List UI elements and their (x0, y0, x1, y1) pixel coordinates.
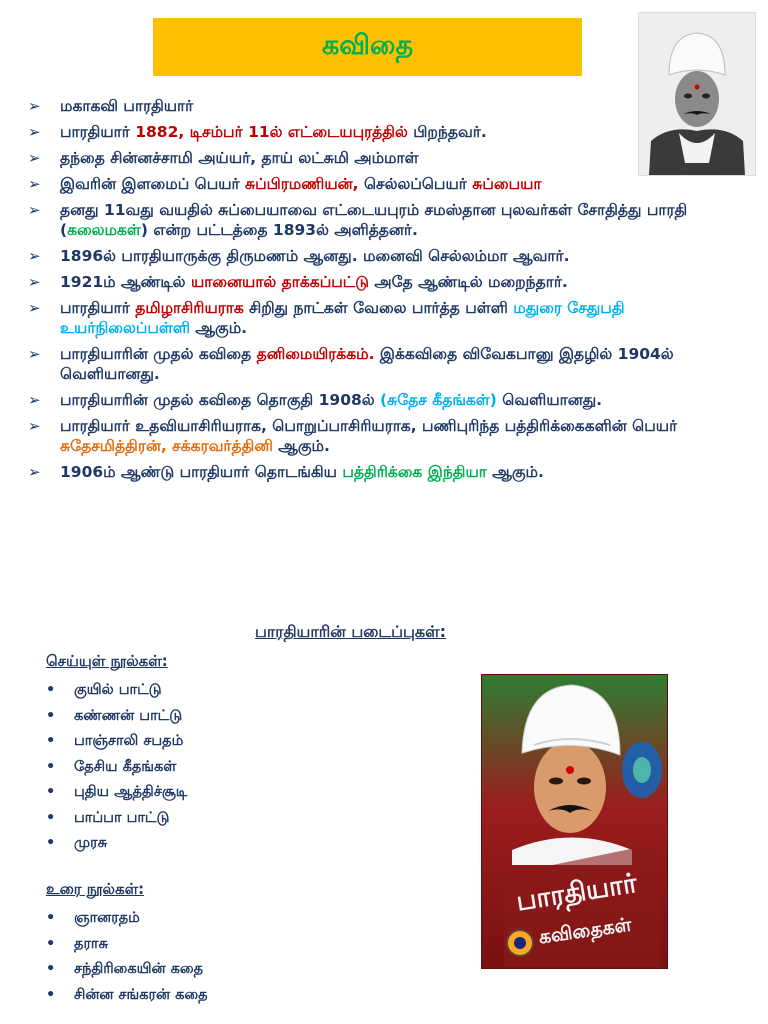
fact-text: ) என்ற பட்டத்தை 1893ல் அளித்தனர். (140, 221, 418, 239)
bullet-icon: • (46, 961, 56, 977)
fact-item (28, 200, 743, 240)
fact-item (28, 344, 743, 384)
fact-text: 1921ம் ஆண்டில் (60, 273, 191, 291)
fact-text: அதே ஆண்டில் மறைந்தார். (368, 273, 568, 291)
arrowhead-icon: ➢ (28, 417, 41, 435)
book-title: பாரதியார் (514, 867, 640, 918)
book-subtitle: கவிதைகள் (537, 913, 633, 949)
fact-text: தனது 11வது வயதில் சுப்பையாவை எட்டையபுரம் சமஸ்தான புலவர்கள் சோதித்து பாரதி ( (60, 201, 688, 239)
list-item-label: தேசிய கீதங்கள் (74, 758, 177, 775)
arrowhead-icon: ➢ (28, 299, 41, 317)
fact-text: (சுதேச கீதங்கள்) (380, 391, 497, 409)
bullet-icon: • (46, 682, 56, 698)
fact-text: கலைமகள் (67, 221, 141, 239)
fact-item (28, 272, 743, 292)
list-item-label: ஞானரதம் (74, 910, 140, 926)
prose-heading: உரை நூல்கள்: (46, 880, 145, 898)
bullet-icon: • (46, 835, 56, 851)
bullet-icon: • (46, 784, 56, 800)
list-item (46, 832, 187, 858)
list-item (46, 781, 187, 807)
list-item (46, 679, 187, 705)
arrowhead-icon: ➢ (28, 247, 41, 265)
list-item-label: குயில் பாட்டு (74, 682, 162, 698)
fact-text: சுப்பிரமணியன், (245, 175, 359, 193)
fact-item (28, 122, 743, 142)
fact-text: ஆகும். (190, 319, 248, 337)
fact-text: 1882, டிசம்பர் 11ல் எட்டையபுரத்தில் (135, 123, 408, 141)
fact-item (28, 298, 743, 338)
fact-text: செல்லப்பெயர் (358, 175, 473, 193)
fact-text: யானையால் தாக்கப்பட்டு (190, 273, 369, 291)
arrowhead-icon: ➢ (28, 201, 41, 219)
bullet-icon: • (46, 809, 56, 826)
arrowhead-icon: ➢ (28, 97, 41, 115)
fact-text: மதுரை சேதுபதி உயர்நிலைப்பள்ளி (60, 299, 625, 337)
fact-item (28, 96, 743, 116)
list-item-label: பாஞ்சாலி சபதம் (74, 733, 184, 749)
poetry-heading: செய்யுள் நூல்கள்: (46, 652, 168, 670)
list-item (46, 907, 208, 933)
arrowhead-icon: ➢ (28, 345, 41, 363)
list-item-label: கண்ணன் பாட்டு (74, 707, 183, 724)
bullet-icon: • (46, 707, 56, 724)
fact-item (28, 462, 743, 482)
fact-text: வெளியானது. (496, 391, 603, 409)
fact-text: இவரின் இளமைப் பெயர் (60, 175, 246, 193)
list-item-label: பாப்பா பாட்டு (74, 809, 170, 826)
arrowhead-icon: ➢ (28, 391, 41, 409)
arrowhead-icon: ➢ (28, 149, 41, 167)
fact-text: மகாகவி பாரதியார் (60, 97, 194, 115)
title-banner (153, 18, 582, 76)
fact-text: தனிமையிரக்கம். (256, 345, 375, 363)
list-item-label: சின்ன சங்கரன் கதை (74, 986, 208, 1003)
fact-text: பாரதியார் (60, 123, 136, 141)
fact-item (28, 246, 743, 266)
fact-text: 1896ல் பாரதியாருக்கு திருமணம் ஆனது. மனைவி செல்லம்மா ஆவார். (60, 247, 570, 265)
fact-text: சுதேசமித்திரன், சக்கரவர்த்தினி (60, 437, 273, 455)
arrowhead-icon: ➢ (28, 123, 41, 141)
fact-text: பாரதியார் உதவியாசிரியராக, பொறுப்பாசிரியராக, பணிபுரிந்த பத்திரிக்கைகளின் பெயர் (60, 417, 678, 435)
list-item (46, 730, 187, 756)
poetry-list (46, 679, 187, 858)
bullet-icon: • (46, 758, 56, 775)
bullet-icon: • (46, 935, 56, 952)
book-cover (481, 674, 668, 969)
fact-text: தந்தை சின்னச்சாமி அய்யர், தாய் லட்சுமி அம்மாள் (60, 149, 419, 167)
list-item (46, 933, 208, 959)
list-item-label: தராசு (74, 935, 108, 952)
list-item (46, 705, 187, 731)
fact-text: சிறிது நாட்கள் வேலை பார்த்த பள்ளி (243, 299, 514, 317)
list-item (46, 807, 187, 833)
list-item-label: முரசு (74, 835, 108, 851)
list-item-label: புதிய ஆத்திச்சூடி (74, 784, 188, 800)
fact-item (28, 390, 743, 410)
works-heading: பாரதியாரின் படைப்புகள்: (255, 622, 446, 641)
bullet-icon: • (46, 986, 56, 1003)
fact-item (28, 148, 743, 168)
page-title: கவிதை (321, 29, 414, 61)
fact-text: சுப்பையா (472, 175, 542, 193)
fact-text: ஆகும். (272, 437, 330, 455)
prose-list (46, 907, 208, 1009)
fact-text: பாரதியாரின் முதல் கவிதை (60, 345, 257, 363)
list-item (46, 984, 208, 1010)
list-item-label: சந்திரிகையின் கதை (74, 961, 204, 977)
bullet-icon: • (46, 733, 56, 749)
book-cover-image (482, 675, 667, 968)
fact-text: பிறந்தவர். (407, 123, 487, 141)
fact-text: ஆகும். (486, 463, 544, 481)
photo-caption: மகாகவி பாரதியார் (675, 166, 719, 172)
list-item (46, 756, 187, 782)
fact-text: பத்திரிக்கை இந்தியா (342, 463, 487, 481)
arrowhead-icon: ➢ (28, 175, 41, 193)
fact-text: 1906ம் ஆண்டு பாரதியார் தொடங்கிய (60, 463, 343, 481)
fact-item (28, 416, 743, 456)
bullet-icon: • (46, 910, 56, 926)
facts-list (28, 96, 743, 488)
fact-item (28, 174, 743, 194)
fact-text: இக்கவிதை விவேகபானு இதழில் 1904ல் வெளியானது. (60, 345, 674, 383)
arrowhead-icon: ➢ (28, 463, 41, 481)
fact-text: தமிழாசிரியராக (135, 299, 244, 317)
fact-text: பாரதியாரின் முதல் கவிதை தொகுதி 1908ல் (60, 391, 381, 409)
list-item (46, 958, 208, 984)
fact-text: பாரதியார் (60, 299, 136, 317)
arrowhead-icon: ➢ (28, 273, 41, 291)
